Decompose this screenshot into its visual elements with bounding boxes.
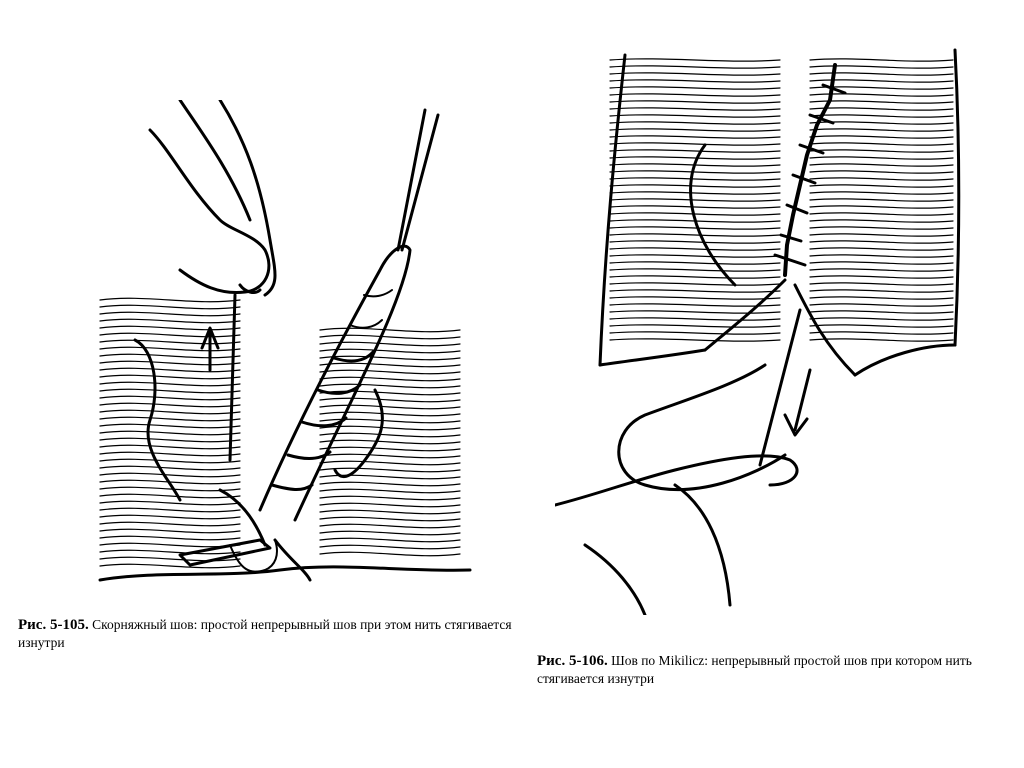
figure-5-106-caption [537,652,1007,687]
hand-drawing [555,456,797,615]
figure-label: Рис. 5-106. [537,653,608,669]
hand-drawing [150,100,275,295]
arrow-up-icon [202,328,218,370]
figure-5-106-illustration [555,45,975,615]
figure-5-105-caption [18,616,528,651]
figure-label: Рис. 5-105. [18,617,89,633]
suture-stitches [775,65,845,275]
caption-text: Шов по Mikilicz: непрерывный простой шов при котором нить стягивается изнутри [537,653,972,686]
tissue-hatching [610,59,953,341]
figure-5-105-illustration [80,100,480,590]
caption-text: Скорняжный шов: простой непрерывный шов при этом нить стягивается изнутри [18,617,512,650]
tissue-hatching [100,298,460,567]
suture-roll [260,246,410,520]
arrow-down-icon [785,370,810,435]
